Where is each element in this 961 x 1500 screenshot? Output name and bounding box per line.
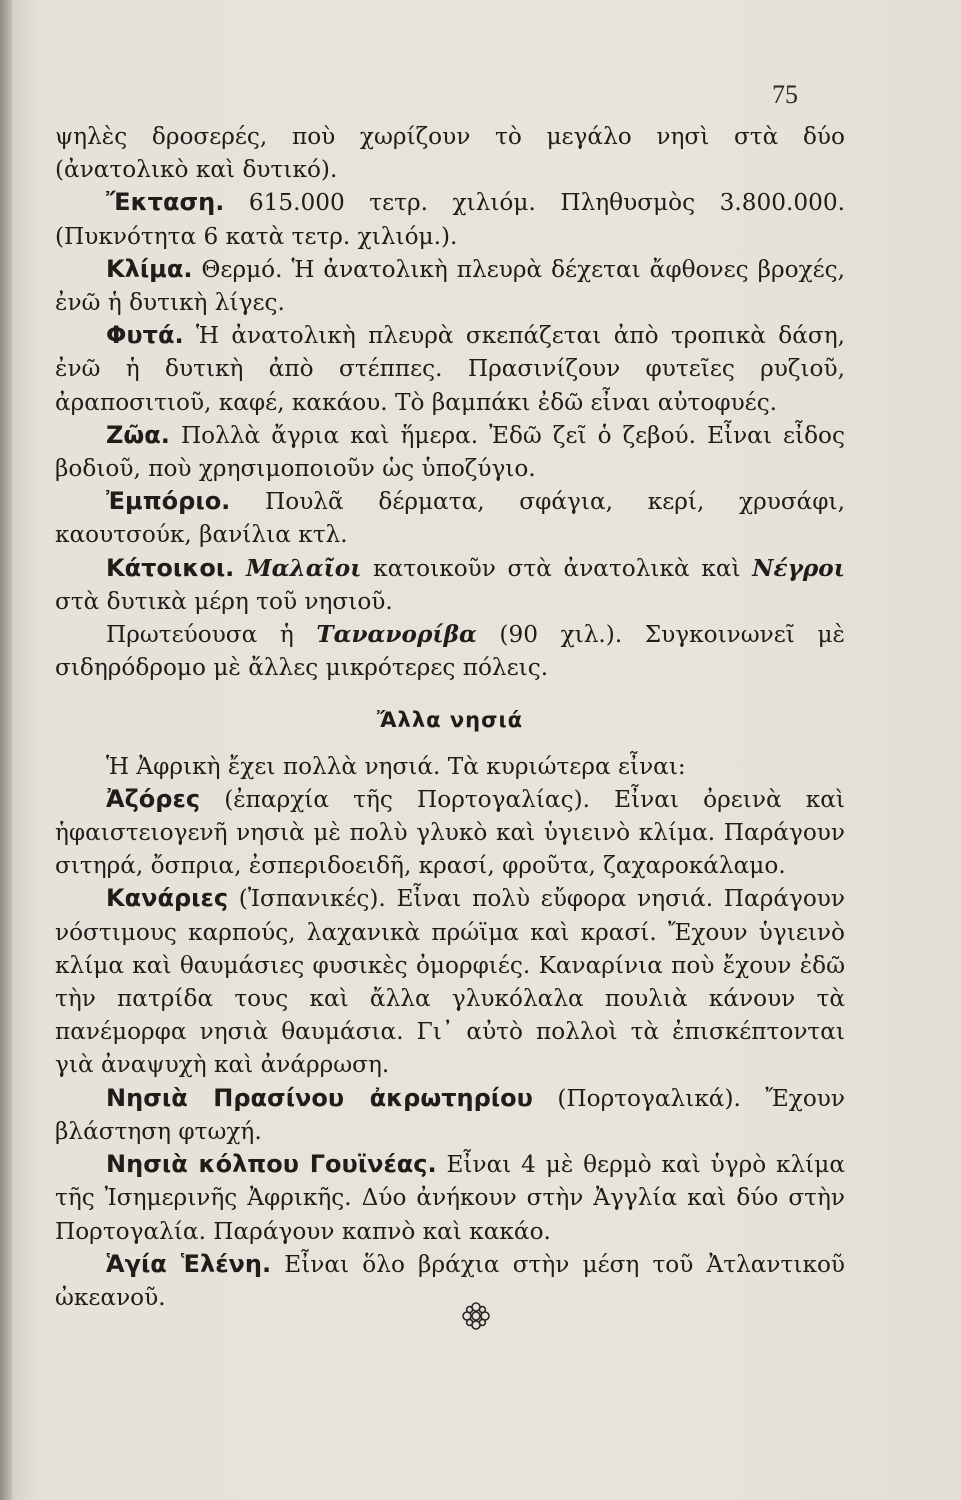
paragraph-text: Ἡ Ἀφρικὴ ἔχει πολλὰ νησιά. Τὰ κυριώτερα εἶναι:: [106, 752, 686, 780]
paragraph-inhabitants: [55, 552, 845, 618]
paragraph-lead: Ἀζόρες: [106, 784, 201, 813]
paragraph-animals: [55, 419, 845, 485]
paragraph-intro: [55, 750, 845, 783]
section-heading: Ἄλλα νησιά: [376, 708, 524, 733]
paragraph-lead: Φυτά.: [106, 321, 184, 350]
paragraph-text: κατοικοῦν στὰ ἀνατολικὰ καὶ: [361, 554, 753, 582]
paragraph-cape-verde: [55, 1082, 845, 1148]
paragraph-lead: Κάτοικοι.: [106, 553, 235, 582]
paragraph-lead: Ἔκταση.: [106, 188, 225, 217]
page-gutter: [0, 0, 12, 1500]
paragraph-plants: [55, 319, 845, 419]
paragraph-guinea-islands: [55, 1148, 845, 1248]
paragraph-text: (Πορτογαλικά). Ἔχουν βλάστηση φτωχή.: [55, 1084, 845, 1145]
paragraph-capital: [55, 618, 845, 684]
paragraph-area: [55, 186, 845, 252]
paragraph: [55, 120, 845, 186]
emphasis-text: Τανανορίβα: [316, 621, 477, 649]
paragraph-text: (ἐπαρχία τῆς Πορτογαλίας). Εἶναι ὀρεινὰ καὶ ἡφαιστειογενῆ νησιὰ μὲ πολὺ γλυκὸ καὶ ὑγιεινὸ κλίμα. Παράγουν σιτηρά, ὄσπρια, ἐσπεριδοειδῆ, κρασί, φροῦτα, ζαχαροκάλαμο.: [55, 785, 845, 880]
paragraph-climate: [55, 253, 845, 319]
paragraph-lead: Ἁγία Ἑλένη.: [106, 1249, 272, 1278]
paragraph-text: (Ἰσπανικές). Εἶναι πολὺ εὔφορα νησιά. Παράγουν νόστιμους καρπούς, λαχανικὰ πρώϊμα καὶ κρασί. Ἔχουν ὑγιεινὸ κλίμα καὶ θαυμάσιες φυσικὲς ὀμορφιές. Καναρίνια ποὺ ἔχουν ἐδῶ τὴν πατρίδα τους καὶ ἄλλα γλυκόλαλα πουλιὰ κάνουν τὰ πανέμορφα νησιὰ θαυμάσια. Γι᾿ αὐτὸ πολλοὶ τὰ ἐπισκέπτονται γιὰ ἀναψυχὴ καὶ ἀνάρρωση.: [55, 885, 845, 1079]
emphasis-text: Νέγροι: [752, 554, 845, 582]
paragraph-text: ψηλὲς δροσερές, ποὺ χωρίζουν τὸ μεγάλο νησὶ στὰ δύο (ἀνατολικὸ καὶ δυτικό).: [55, 123, 845, 184]
paragraph-text: Ἡ ἀνατολικὴ πλευρὰ σκεπάζεται ἀπὸ τροπικὰ δάση, ἐνῶ ἡ δυτικὴ ἀπὸ στέππες. Πρασινίζουν φυτεῖες ρυζιοῦ, ἀραποσιτιοῦ, καφέ, κακάου. Τὸ βαμπάκι ἐδῶ εἶναι αὐτοφυές.: [55, 322, 845, 416]
paragraph-text: Πολλὰ ἄγρια καὶ ἥμερα. Ἐδῶ ζεῖ ὁ ζεβού. Εἶναι εἶδος βοδιοῦ, ποὺ χρησιμοποιοῦν ὡς ὑποζύγιο.: [55, 421, 845, 483]
paragraph-text: Πουλᾶ δέρματα, σφάγια, κερί, χρυσάφι, καουτσούκ, βανίλια κτλ.: [55, 488, 845, 549]
paragraph-canaries: [55, 882, 845, 1081]
paragraph-trade: [55, 485, 845, 551]
paragraph-lead: Νησιὰ Πρασίνου ἀκρωτηρίου: [106, 1083, 533, 1112]
paragraph-lead: Κανάριες: [106, 884, 229, 913]
paragraph-lead: Νησιὰ κόλπου Γουϊνέας.: [106, 1150, 437, 1179]
paragraph-text: Εἶναι ὅλο βράχια στὴν μέση τοῦ Ἀτλαντικοῦ ὠκεανοῦ.: [55, 1250, 845, 1311]
paragraph-saint-helena: [55, 1248, 845, 1314]
emphasis-text: Μαλαῖοι: [245, 554, 362, 582]
page-number: 75: [772, 80, 798, 109]
paragraph-text: [234, 555, 246, 582]
paragraph-azores: [55, 783, 845, 883]
page-body: [55, 120, 845, 1314]
paragraph-text: (90 χιλ.). Συγκοινωνεῖ μὲ σιδηρόδρομο μὲ ἄλλες μικρότερες πόλεις.: [55, 621, 845, 682]
paragraph-lead: Ἐμπόριο.: [106, 487, 231, 516]
paragraph-lead: Κλίμα.: [106, 254, 193, 283]
paragraph-text: στὰ δυτικὰ μέρη τοῦ νησιοῦ.: [55, 587, 393, 615]
paragraph-text: Θερμό. Ἡ ἀνατολικὴ πλευρὰ δέχεται ἄφθονες βροχές, ἐνῶ ἡ δυτικὴ λίγες.: [55, 255, 845, 317]
floral-ornament-icon: [460, 1300, 492, 1332]
paragraph-lead: Ζῶα.: [106, 420, 170, 449]
paragraph-text: 615.000 τετρ. χιλιόμ. Πληθυσμὸς 3.800.000. (Πυκνότητα 6 κατὰ τετρ. χιλιόμ.).: [55, 189, 845, 250]
paragraph-text: Πρωτεύουσα ἡ: [106, 621, 317, 649]
paragraph-text: Εἶναι 4 μὲ θερμὸ καὶ ὑγρὸ κλίμα τῆς Ἰσημερινῆς Ἀφρικῆς. Δύο ἀνήκουν στὴν Ἀγγλία καὶ δύο στὴν Πορτογαλία. Παράγουν καπνὸ καὶ κακάο.: [55, 1151, 846, 1245]
